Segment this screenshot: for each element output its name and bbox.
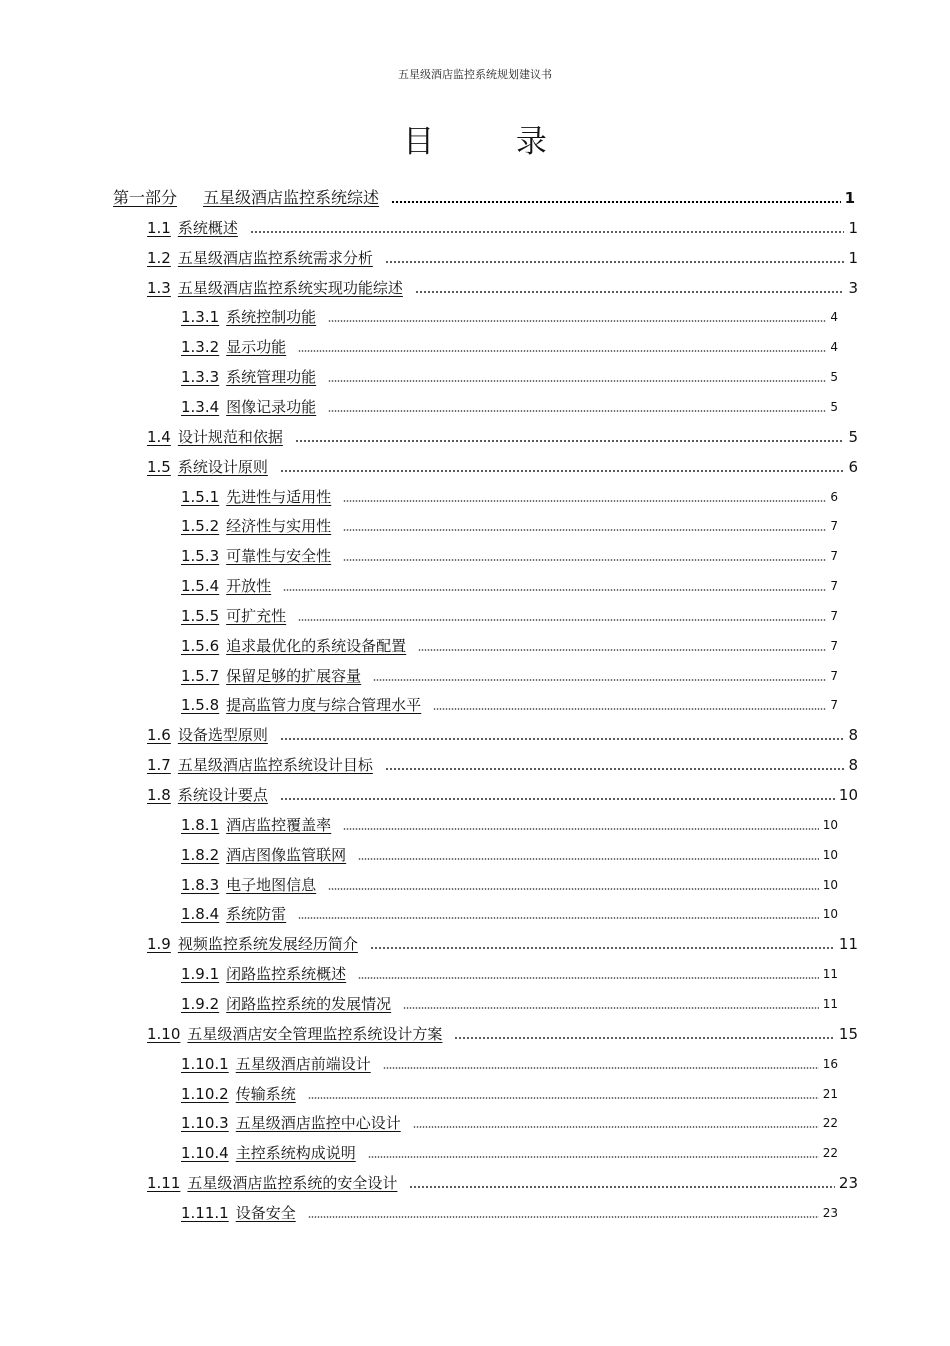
toc-entry[interactable]: [147, 425, 858, 447]
toc-page-number: 22: [822, 1116, 838, 1130]
toc-page-number: 23: [838, 1174, 858, 1192]
toc-entry[interactable]: [181, 1111, 838, 1133]
toc-entry-title: 追求最优化的系统设备配置: [226, 637, 407, 655]
toc-entry-label[interactable]: [181, 606, 294, 626]
toc-entry[interactable]: [181, 813, 838, 835]
toc-entry[interactable]: [181, 1201, 838, 1223]
toc-entry-label[interactable]: [147, 278, 411, 298]
toc-entry-label[interactable]: [147, 934, 366, 954]
toc-leader-dots: [295, 436, 845, 442]
toc-entry-number: 1.11: [147, 1174, 181, 1192]
toc-entry-label[interactable]: [181, 1054, 379, 1074]
toc-page-number: 21: [822, 1087, 838, 1101]
toc-entry-label[interactable]: [181, 1203, 304, 1223]
toc-entry[interactable]: [181, 634, 838, 656]
toc-entry-label[interactable]: [181, 576, 279, 596]
toc-entry-number: 1.3.2: [181, 338, 220, 356]
toc-entry-number: 1.9: [147, 935, 171, 953]
toc-entry[interactable]: [181, 335, 838, 357]
toc-leader-dots: [454, 1033, 834, 1039]
toc-leader-dots: [415, 287, 845, 293]
toc-entry-number: 1.7: [147, 756, 171, 774]
toc-entry-title: 开放性: [226, 577, 272, 595]
toc-entry-number: 1.3.4: [181, 398, 220, 416]
toc-entry[interactable]: [147, 455, 858, 477]
toc-entry-label[interactable]: [147, 1024, 450, 1044]
toc-page-number: 6: [848, 458, 858, 476]
toc-leader-dots: [298, 913, 819, 919]
toc-entry-title: 设备选型原则: [177, 726, 268, 744]
toc-page-number: 1: [844, 189, 855, 207]
toc-entry[interactable]: [181, 962, 838, 984]
toc-entry-label[interactable]: [147, 1173, 405, 1193]
toc-entry-title: 系统控制功能: [226, 308, 317, 326]
toc-entry-title: 可扩充性: [226, 607, 287, 625]
toc-entry[interactable]: [181, 664, 838, 686]
toc-entry-title: 酒店监控覆盖率: [226, 816, 332, 834]
toc-entry-label[interactable]: [181, 397, 324, 417]
toc-entry-label[interactable]: [147, 725, 276, 745]
toc-entry-title: 视频监控系统发展经历简介: [177, 935, 358, 953]
toc-entry-number: 1.8.1: [181, 816, 220, 834]
toc-entry-number: 1.10.1: [181, 1055, 229, 1073]
toc-leader-dots: [403, 1003, 819, 1009]
toc-entry-label[interactable]: [181, 695, 429, 715]
toc-page-number: 4: [830, 340, 838, 354]
toc-leader-dots: [373, 675, 826, 681]
toc-entry[interactable]: [147, 783, 858, 805]
toc-leader-dots: [298, 346, 826, 352]
toc-leader-dots: [358, 973, 819, 979]
toc-entry-number: 1.8.3: [181, 876, 220, 894]
toc-entry[interactable]: [181, 873, 838, 895]
toc-leader-dots: [358, 854, 819, 860]
toc-entry-label[interactable]: [181, 1113, 409, 1133]
toc-entry-title: 系统管理功能: [226, 368, 317, 386]
toc-leader-dots: [343, 824, 819, 830]
toc-page-number: 23: [822, 1206, 838, 1220]
toc-entry-number: 1.11.1: [181, 1204, 229, 1222]
toc-leader-dots: [433, 704, 826, 710]
toc-entry[interactable]: [181, 574, 838, 596]
toc-entry-label[interactable]: [147, 248, 381, 268]
toc-entry[interactable]: [181, 305, 838, 327]
toc-entry-title: 五星级酒店监控系统实现功能综述: [177, 279, 403, 297]
toc-leader-dots: [391, 197, 841, 203]
toc-entry-title: 保留足够的扩展容量: [226, 667, 362, 685]
toc-leader-dots: [280, 794, 835, 800]
toc-leader-dots: [308, 1212, 819, 1218]
toc-entry[interactable]: [181, 604, 838, 626]
toc-leader-dots: [328, 406, 826, 412]
toc-leader-dots: [409, 1182, 834, 1188]
toc-entry-title: 图像记录功能: [226, 398, 317, 416]
toc-entry-number: 1.10.2: [181, 1085, 229, 1103]
page-title: 目 录: [403, 124, 583, 160]
toc-entry-title: 系统设计要点: [177, 786, 268, 804]
toc-entry-title: 先进性与适用性: [226, 488, 332, 506]
toc-entry-number: 1.8.2: [181, 846, 220, 864]
toc-entry[interactable]: [181, 485, 838, 507]
toc-entry-title: 主控系统构成说明: [235, 1144, 356, 1162]
toc-entry-title: 经济性与实用性: [226, 517, 332, 535]
toc-entry-label[interactable]: [147, 218, 246, 238]
toc-leader-dots: [280, 734, 845, 740]
toc-entry-number: 1.6: [147, 726, 171, 744]
toc-entry-title: 五星级酒店监控中心设计: [235, 1114, 401, 1132]
toc-page-number: 11: [838, 935, 858, 953]
toc-entry[interactable]: [181, 395, 838, 417]
toc-entry-number: 1.10: [147, 1025, 181, 1043]
toc-page-number: 15: [838, 1025, 858, 1043]
toc-entry[interactable]: [181, 1141, 838, 1163]
toc-entry-label[interactable]: [181, 636, 414, 656]
toc-entry-number: 1.5.8: [181, 696, 220, 714]
toc-leader-dots: [385, 764, 845, 770]
toc-entry[interactable]: [181, 902, 838, 924]
toc-entry-label[interactable]: [181, 337, 294, 357]
toc-page-number: 10: [822, 818, 838, 832]
toc-entry-number: 1.2: [147, 249, 171, 267]
toc-entry-number: 1.5: [147, 458, 171, 476]
toc-entry-title: 闭路监控系统概述: [226, 965, 347, 983]
toc-page-number: 7: [830, 609, 838, 623]
toc-leader-dots: [385, 257, 845, 263]
toc-entry-label[interactable]: [181, 815, 339, 835]
toc-entry-label[interactable]: [181, 875, 324, 895]
toc-entry-label[interactable]: [181, 487, 339, 507]
toc-entry[interactable]: [147, 1171, 858, 1193]
toc-page-number: 1: [848, 219, 858, 237]
toc-leader-dots: [343, 496, 826, 502]
toc-page-number: 7: [830, 579, 838, 593]
toc-entry[interactable]: [147, 723, 858, 745]
toc-entry-label[interactable]: [181, 1084, 304, 1104]
toc-entry-number: 1.3.1: [181, 308, 220, 326]
toc-entry-label[interactable]: [181, 845, 354, 865]
toc-entry-title: 酒店图像监管联网: [226, 846, 347, 864]
toc-entry-number: 1.5.7: [181, 667, 220, 685]
toc-entry-number: 1.3: [147, 279, 171, 297]
toc-entry-title: 系统设计原则: [177, 458, 268, 476]
toc-entry-title: 五星级酒店监控系统设计目标: [177, 756, 373, 774]
toc-entry[interactable]: [181, 514, 838, 536]
toc-entry-number: 1.5.4: [181, 577, 220, 595]
toc-entry-number: 1.5.5: [181, 607, 220, 625]
toc-leader-dots: [308, 1093, 819, 1099]
toc-entry-title: 五星级酒店监控系统需求分析: [177, 249, 373, 267]
toc-leader-dots: [370, 943, 835, 949]
toc-leader-dots: [368, 1152, 819, 1158]
toc-entry-number: 1.9.2: [181, 995, 220, 1013]
toc-entry-title: 五星级酒店监控系统的安全设计: [187, 1174, 398, 1192]
toc-entry-title: 五星级酒店监控系统综述: [203, 188, 380, 207]
toc-entry-label[interactable]: [113, 188, 387, 208]
toc-entry-number: 1.5.2: [181, 517, 220, 535]
toc-entry-number: 1.4: [147, 428, 171, 446]
toc-entry-number: 1.10.3: [181, 1114, 229, 1132]
toc-entry-title: 系统防雷: [226, 905, 287, 923]
toc-entry[interactable]: [181, 365, 838, 387]
toc-entry-number: 1.5.3: [181, 547, 220, 565]
toc-entry[interactable]: [181, 1052, 838, 1074]
toc-entry-label[interactable]: [181, 904, 294, 924]
toc-page-number: 11: [822, 997, 838, 1011]
toc-page-number: 16: [822, 1057, 838, 1071]
toc-entry-label[interactable]: [181, 666, 369, 686]
toc-entry-title: 传输系统: [235, 1085, 296, 1103]
toc-page-number: 22: [822, 1146, 838, 1160]
toc-entry[interactable]: [147, 276, 858, 298]
toc-page-number: 1: [848, 249, 858, 267]
toc-entry[interactable]: [113, 186, 855, 208]
toc-entry-title: 设计规范和依据: [177, 428, 283, 446]
toc-entry[interactable]: [181, 992, 838, 1014]
toc-entry[interactable]: [147, 246, 858, 268]
toc-entry[interactable]: [147, 216, 858, 238]
toc-entry-number: 1.10.4: [181, 1144, 229, 1162]
toc-page-number: 5: [848, 428, 858, 446]
toc-entry-title: 五星级酒店安全管理监控系统设计方案: [187, 1025, 443, 1043]
toc-leader-dots: [328, 316, 826, 322]
toc-entry-title: 设备安全: [235, 1204, 296, 1222]
toc-leader-dots: [413, 1122, 819, 1128]
toc-entry[interactable]: [181, 843, 838, 865]
toc-page-number: 10: [822, 878, 838, 892]
toc-entry-title: 可靠性与安全性: [226, 547, 332, 565]
toc-leader-dots: [298, 615, 826, 621]
toc-entry-number: 1.8.4: [181, 905, 220, 923]
toc-page-number: 7: [830, 549, 838, 563]
toc-leader-dots: [250, 227, 845, 233]
toc-entry-title: 电子地图信息: [226, 876, 317, 894]
toc-page-number: 6: [830, 490, 838, 504]
toc-entry[interactable]: [147, 753, 858, 775]
toc-entry-label[interactable]: [147, 427, 291, 447]
toc-entry-number: 1.1: [147, 219, 171, 237]
toc-page-number: 7: [830, 519, 838, 533]
toc-page-number: 11: [822, 967, 838, 981]
toc-entry-label[interactable]: [147, 755, 381, 775]
toc-leader-dots: [418, 645, 826, 651]
toc-page-number: 8: [848, 726, 858, 744]
toc-entry-number: 1.5.6: [181, 637, 220, 655]
toc-entry-label[interactable]: [147, 785, 276, 805]
toc-page-number: 10: [822, 848, 838, 862]
toc-entry-number: 1.8: [147, 786, 171, 804]
toc-entry[interactable]: [147, 1022, 858, 1044]
toc-entry-title: 提高监管力度与综合管理水平: [226, 696, 422, 714]
toc-page-number: 7: [830, 669, 838, 683]
toc-entry-label[interactable]: [147, 457, 276, 477]
toc-page-number: 8: [848, 756, 858, 774]
toc-leader-dots: [328, 884, 819, 890]
toc-entry-label[interactable]: [181, 964, 354, 984]
toc-entry-label[interactable]: [181, 307, 324, 327]
toc-entry-title: 显示功能: [226, 338, 287, 356]
toc-leader-dots: [283, 585, 826, 591]
toc-page-number: 10: [838, 786, 858, 804]
toc-entry[interactable]: [181, 544, 838, 566]
toc-page-number: 4: [830, 310, 838, 324]
toc-entry[interactable]: [181, 1082, 838, 1104]
toc-entry-number: 1.3.3: [181, 368, 220, 386]
toc-entry-label[interactable]: [181, 546, 339, 566]
toc-entry-number: 第一部分: [113, 188, 178, 207]
toc-entry-title: 闭路监控系统的发展情况: [226, 995, 392, 1013]
toc-entry-label[interactable]: [181, 367, 324, 387]
toc-entry-title: 五星级酒店前端设计: [235, 1055, 371, 1073]
toc-page-number: 3: [848, 279, 858, 297]
toc-page-number: 5: [830, 400, 838, 414]
toc-entry-title: 系统概述: [177, 219, 238, 237]
toc-leader-dots: [328, 376, 826, 382]
toc-entry-label[interactable]: [181, 1143, 364, 1163]
toc-entry[interactable]: [147, 932, 858, 954]
toc-entry[interactable]: [181, 693, 838, 715]
toc-page-number: 7: [830, 639, 838, 653]
toc-leader-dots: [343, 525, 826, 531]
toc-leader-dots: [280, 466, 845, 472]
toc-page-number: 10: [822, 907, 838, 921]
page-header: 五星级酒店监控系统规划建议书: [398, 68, 552, 81]
toc-leader-dots: [383, 1063, 819, 1069]
toc-page-number: 7: [830, 698, 838, 712]
toc-leader-dots: [343, 555, 826, 561]
toc-entry-label[interactable]: [181, 516, 339, 536]
toc-entry-number: 1.5.1: [181, 488, 220, 506]
toc-entry-label[interactable]: [181, 994, 399, 1014]
toc-entry-number: 1.9.1: [181, 965, 220, 983]
toc-page-number: 5: [830, 370, 838, 384]
